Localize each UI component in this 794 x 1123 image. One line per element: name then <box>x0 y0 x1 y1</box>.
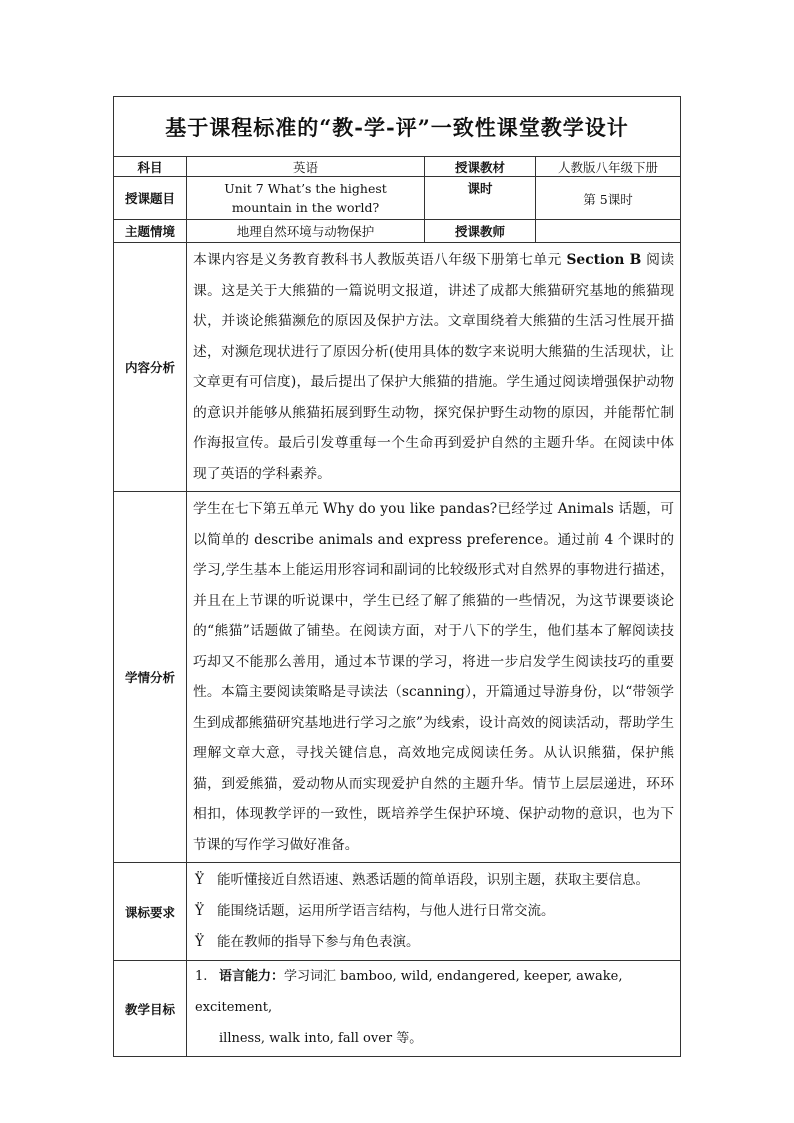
goal-number: 1. <box>195 969 208 984</box>
topic-value: Unit 7 What’s the highest mountain in the world? <box>187 177 425 220</box>
goal-item <box>187 961 680 1054</box>
subject-row <box>114 157 681 177</box>
document-title: 基于课程标准的“教-学-评”一致性课堂教学设计 <box>114 97 681 157</box>
teaching-goals-label: 教学目标 <box>114 961 187 1057</box>
material-value: 人教版八年级下册 <box>536 157 681 177</box>
content-analysis-label: 内容分析 <box>114 243 187 492</box>
bullet-icon: Ÿ <box>195 872 204 888</box>
standards-label: 课标要求 <box>114 863 187 961</box>
standards-cell <box>187 863 681 961</box>
topic-row <box>114 177 681 220</box>
content-analysis-cell <box>187 243 681 492</box>
theme-label: 主题情境 <box>114 220 187 243</box>
period-value: 第 5课时 <box>536 177 681 220</box>
teaching-goals-cell <box>187 961 681 1057</box>
standard-item-text: 能围绕话题，运用所学语言结构，与他人进行日常交流。 <box>217 903 555 919</box>
standards-row <box>114 863 681 961</box>
standard-item <box>187 896 680 927</box>
teacher-label: 授课教师 <box>425 220 536 243</box>
content-analysis-text <box>187 243 680 491</box>
learner-analysis-label: 学情分析 <box>114 492 187 863</box>
subject-value: 英语 <box>187 157 425 177</box>
standard-item-text: 能在教师的指导下参与角色表演。 <box>217 934 420 950</box>
standard-item <box>187 927 680 958</box>
teacher-value <box>536 220 681 243</box>
bullet-icon: Ÿ <box>195 903 204 919</box>
content-text-section: Section B <box>566 252 642 268</box>
content-analysis-row <box>114 243 681 492</box>
period-label: 课时 <box>425 177 536 220</box>
learner-analysis-text: 学生在七下第五单元 Why do you like pandas?已经学过 Animals 话题，可以简单的 describe animals and express preference。通过前 4 个课时的学习,学生基本上能运用形容词和副词的比较级形式对自然界的事物进行描述，并且在上节课的听说课中，学生已经了解了熊猫的一些情况，为这节课要谈论的“熊猫”话题做了铺垫。在阅读方面，对于八下的学生，他们基本了解阅读技巧却又不能那么善用，通过本节课的学习，将进一步启发学生阅读技巧的重要性。本篇主要阅读策略是寻读法（scanning），开篇通过导游身份，以“带领学生到成都熊猫研究基地进行学习之旅”为线索，设计高效的阅读活动，帮助学生理解文章大意，寻找关键信息，高效地完成阅读任务。从认识熊猫，保护熊猫，到爱熊猫，爱动物从而实现爱护自然的主题升华。情节上层层递进，环环相扣，体现教学评的一致性，既培养学生保护环境、保护动物的意识，也为下节课的写作学习做好准备。 <box>193 501 675 853</box>
learner-analysis-row <box>114 492 681 863</box>
standard-item <box>187 865 680 896</box>
topic-label: 授课题目 <box>114 177 187 220</box>
goal-heading: 语言能力： <box>219 969 285 984</box>
theme-row <box>114 220 681 243</box>
lesson-plan-table <box>113 96 681 1057</box>
material-label: 授课教材 <box>425 157 536 177</box>
learner-analysis-cell <box>187 492 681 863</box>
teaching-goals-row <box>114 961 681 1057</box>
lesson-plan-sheet <box>113 96 680 1057</box>
content-text-part2: 阅读课。这是关于大熊猫的一篇说明文报道，讲述了成都大熊猫研究基地的熊猫现状，并谈论熊猫濒危的原因及保护方法。文章围绕着大熊猫的生活习性展开描述，对濒危现状进行了原因分析(使用具体的数字来说明大熊猫的生活现状，让文章更有可信度)，最后提出了保护大熊猫的措施。学生通过阅读增强保护动物的意识并能够从熊猫拓展到野生动物，探究保护野生动物的原因，并能帮忙制作海报宣传。最后引发尊重每一个生命再到爱护自然的主题升华。在阅读中体现了英语的学科素养。 <box>193 252 675 482</box>
goal-line-2: illness, walk into, fall over 等。 <box>219 1031 423 1046</box>
bullet-icon: Ÿ <box>195 934 204 950</box>
theme-value: 地理自然环境与动物保护 <box>187 220 425 243</box>
goal-line-1: 学习词汇 bamboo, wild, endangered, keeper, awake, excitement, <box>195 969 623 1015</box>
subject-label: 科目 <box>114 157 187 177</box>
content-text-part1: 本课内容是义务教育教科书人教版英语八年级下册第七单元 <box>193 252 562 268</box>
standard-item-text: 能听懂接近自然语速、熟悉话题的简单语段，识别主题，获取主要信息。 <box>217 872 649 888</box>
